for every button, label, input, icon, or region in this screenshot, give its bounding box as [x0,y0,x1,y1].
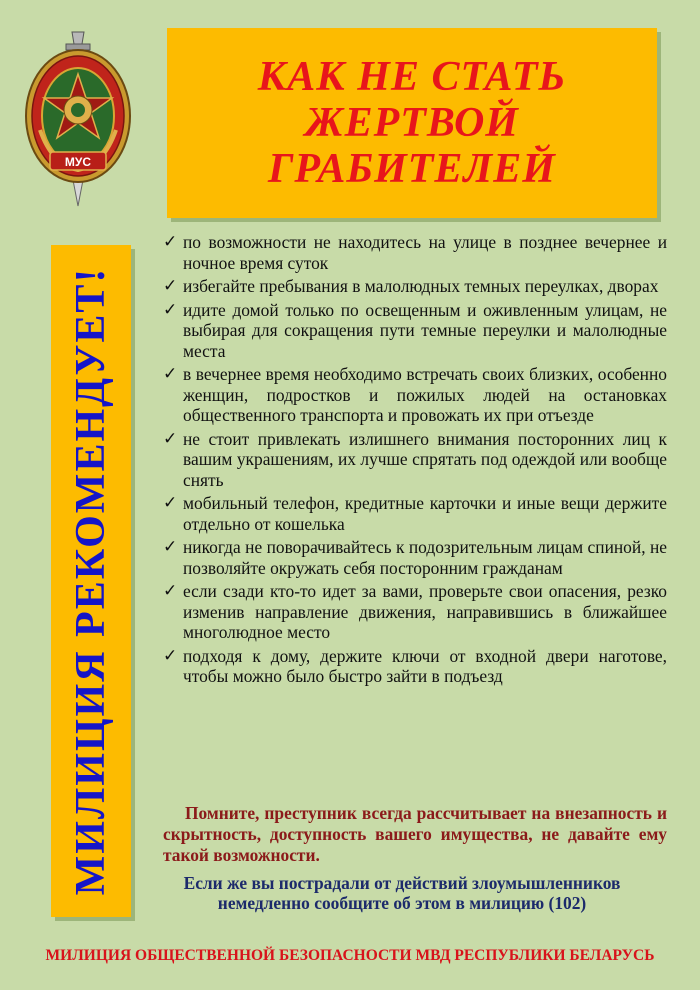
check-icon: ✓ [163,364,178,383]
check-icon: ✓ [163,276,178,295]
title-box [167,28,657,218]
emblem-label: МУС [64,155,92,169]
list-item: ✓ если сзади кто-то идет за вами, проверьте свои опасения, резко изменив направление движения, направившись в ближайшее многолюдное место [163,581,667,642]
list-item: ✓ в вечернее время необходимо встречать своих близких, особенно женщин, подростков и пожилых людей на остановках общественного транспорта и провожать их при отъезде [163,364,667,425]
list-item: ✓ по возможности не находитесь на улице в позднее вечернее и ночное время суток [163,232,667,273]
list-item: ✓ не стоит привлекать излишнего внимания посторонних лиц к вашим украшениям, их лучше спрятать под одеждой или вообще снять [163,428,667,490]
list-item: ✓ никогда не поворачивайтесь к подозрительным лицам спиной, не позволяйте окружать себя посторонним гражданам [163,537,667,578]
check-icon: ✓ [163,299,178,319]
list-item: ✓ избегайте пребывания в малолюдных темных переулках, дворах [163,276,659,296]
check-icon: ✓ [163,645,178,665]
list-item: ✓ идите домой только по освещенным и оживленным улицам, не выбирая для сокращения пути темные переулки и малолюдные места [163,299,667,361]
police-badge-icon [22,30,134,208]
title-line-2: ЖЕРТВОЙ [305,100,519,146]
footer-text: МИЛИЦИЯ ОБЩЕСТВЕННОЙ БЕЗОПАСНОСТИ МВД РЕСПУБЛИКИ БЕЛАРУСЬ [45,947,655,964]
warning-text: Помните, преступник всегда рассчитывает на внезапность и скрытность, доступность вашего имущества, не давайте ему такой возможности. [163,803,667,865]
side-banner [51,245,131,917]
contact-text: Если же вы пострадали от действий злоумышленников немедленно сообщите об этом в милицию (102) [183,873,621,913]
check-icon: ✓ [163,428,178,448]
check-icon: ✓ [163,493,178,512]
title-line-3: ГРАБИТЕЛЕЙ [268,146,556,192]
check-icon: ✓ [163,581,178,600]
page-title [258,54,566,192]
check-icon: ✓ [163,232,178,251]
list-item: ✓ подходя к дому, держите ключи от входной двери наготове, чтобы можно было быстро зайти в подъезд [163,645,667,686]
side-banner-text: МИЛИЦИЯ РЕКОМЕНДУЕТ! [68,266,114,896]
list-item: ✓ мобильный телефон, кредитные карточки и иные вещи держите отдельно от кошелька [163,493,667,534]
title-line-1: КАК НЕ СТАТЬ [257,54,567,100]
check-icon: ✓ [163,537,178,556]
tips-list [163,232,667,690]
